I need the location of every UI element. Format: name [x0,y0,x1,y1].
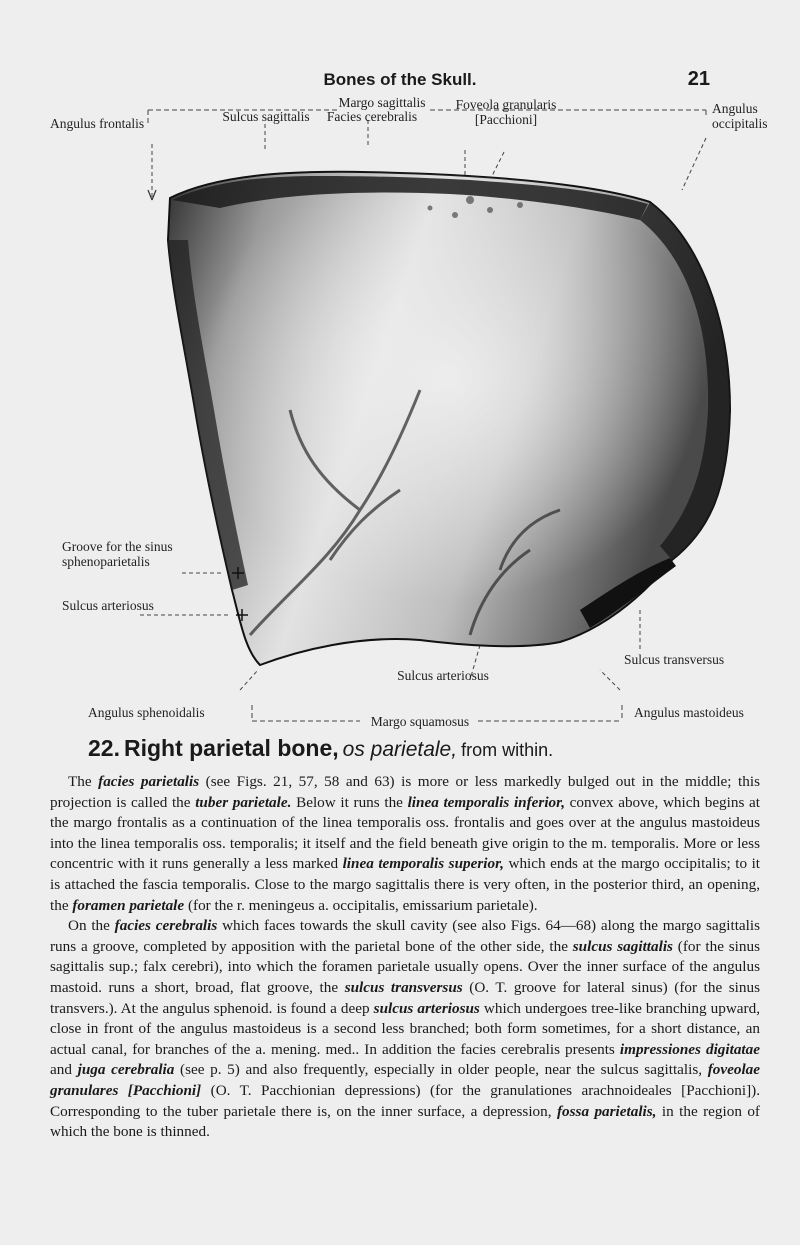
text-run: which faces towards the skull cavity (see also Figs. 64—68) along the margo sagittalis runs a groove, completed by apposition with the parietal bone of the other side, the [50,917,760,955]
text-run: (O. T. Pacchionian depressions) (for the granulationes arachnoideales [Pacchioni]). Corresponding to the tuber parietale there is, on the inner surface, a depression, [50,1081,760,1120]
label-margo-squamosus: Margo squamosus [370,714,470,729]
figure-caption [88,735,788,762]
bone-highlight [168,172,730,665]
paragraph-facies-cerebralis [50,916,760,1143]
body-text [50,772,760,1143]
emphasized-term: impressiones digitatae [619,1040,760,1058]
emphasized-term: juga cerebralia [77,1061,175,1079]
figure-parietal-bone [0,90,800,740]
label-groove-sinus-2: sphenoparietalis [62,554,150,569]
text-run: (O. T. groove for lateral sinus) (for the sinus transvers.). At the angulus sphenoid. is found a deep [50,978,760,1017]
label-margo-sagittalis: Margo sagittalis [338,95,426,110]
text-run: (for the r. meningeus a. occipitalis, emissarium parietale). [184,896,538,914]
emphasized-term: facies parietalis [98,773,200,790]
label-sulcus-arteriosus-bottom: Sulcus arteriosus [397,668,489,683]
emphasized-term: sulcus arteriosus [373,999,480,1017]
label-angulus-frontalis: Angulus frontalis [50,116,145,131]
emphasized-term: linea temporalis inferior, [407,793,566,811]
running-title: Bones of the Skull. [323,70,477,89]
caption-number: 22. [88,735,120,761]
text-run: The [68,773,99,790]
text-run: in the region of which the bone is thinned. [50,1102,760,1141]
label-sulcus-arteriosus-left: Sulcus arteriosus [62,598,154,613]
emphasized-term: linea temporalis superior, [342,855,504,873]
emphasized-term: foveolae granulares [Pacchioni] [50,1061,761,1099]
label-angulus-occipitalis-2: occipitalis [712,116,768,131]
paragraph-facies-parietalis [50,772,760,916]
caption-rest: from within. [461,740,554,760]
emphasized-term: sulcus sagittalis [572,937,673,955]
label-foveola-granularis: Foveola granularis [455,97,557,112]
text-run: (for the sinus sagittalis sup.; falx cerebri), into which the foramen parietale usually opens. Over the inner surface of the angulus mastoid. runs a short, broad, flat groove, the [50,937,760,996]
text-run: (see Figs. 21, 57, 58 and 63) is more or less markedly bulged out in the middle; this projection is called the [50,773,760,811]
page-number: 21 [687,68,710,90]
label-groove-sinus-1: Groove for the sinus [62,539,173,554]
emphasized-term: facies cerebralis [114,917,218,935]
text-run: which undergoes tree-like branching upward, close in front of the angulus mastoideus is a second less branched; both form sometimes, for a short distance, an actual canal, for branches of the a. mening. med.. In addition the facies cerebralis presents [50,999,760,1058]
text-run: and [50,1061,78,1079]
text-run: (see p. 5) and also frequently, especially in older people, near the sulcus sagittalis, [174,1061,708,1079]
text-run: On the [68,917,115,935]
label-foveola-pacchioni: [Pacchioni] [474,112,538,127]
emphasized-term: foramen parietale [72,896,185,914]
caption-title: Right parietal bone, [123,735,339,761]
label-facies-cerebralis: Facies cerebralis [326,109,418,124]
caption-latin: os parietale, [342,738,458,761]
text-run: Below it runs the [291,793,408,811]
label-angulus-mastoideus: Angulus mastoideus [634,705,744,720]
emphasized-term: tuber parietale. [195,793,292,811]
emphasized-term: fossa parietalis, [556,1102,657,1120]
emphasized-term: sulcus transversus [344,978,463,996]
label-angulus-occipitalis-1: Angulus [712,101,758,116]
text-run: which ends at the margo occipitalis; to it is attached the fascia temporalis. Close to the margo sagittalis there is very often, in the posterior third, an opening, the [50,855,761,914]
text-run: convex above, which begins at the margo frontalis as a continuation of the linea temporalis oss. frontalis and goes over at the angulus mastoideus into the linea temporalis oss. temporalis; it itself and the field beneath give origin to the m. temporalis. More or less concentric with it runs generally a less marked [50,793,761,873]
label-sulcus-transversus: Sulcus transversus [624,652,725,667]
label-sulcus-sagittalis: Sulcus sagittalis [222,109,310,124]
parietal-bone-illustration [0,90,800,740]
label-angulus-sphenoidalis: Angulus sphenoidalis [88,705,205,720]
